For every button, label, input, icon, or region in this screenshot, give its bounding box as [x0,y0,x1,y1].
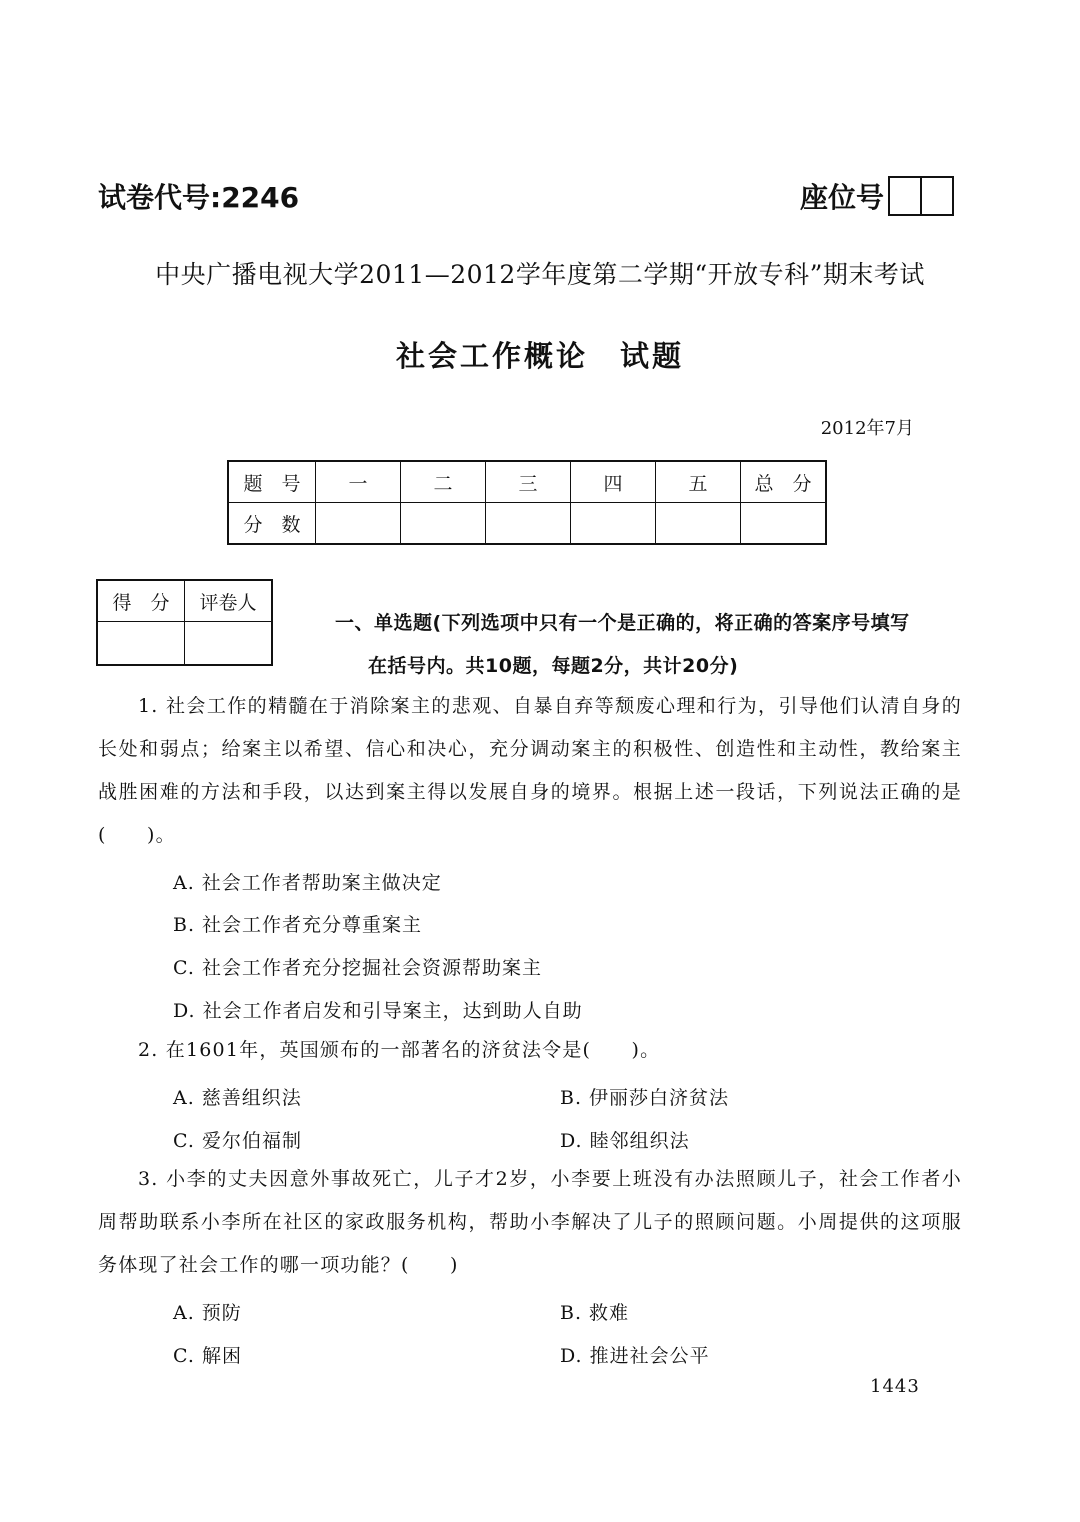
seat-number [800,176,954,216]
score-blank-cell [316,503,401,545]
score-blank-cell [741,503,827,545]
score-cell: 分 数 [228,503,316,545]
score-table-score-row [228,503,826,545]
score-cell: 一 [316,461,401,503]
exam-heading: 中央广播电视大学2011—2012学年度第二学期“开放专科”期末考试 [155,260,925,289]
question-1-option-b: B. 社会工作者充分尊重案主 [173,914,423,936]
question-text: 1. 社会工作的精髓在于消除案主的悲观、自暴自弃等颓废心理和行为，引导他们认清自身的长处和弱点；给案主以希望、信心和决心，充分调动案主的积极性、创造性和主动性，教给案主战胜困难的方法和手段，以达到案主得以发展自身的境界。根据上述一段话，下列说法正确的是( )。 [98,695,962,846]
paper-code: 试卷代号:2246 [98,181,300,214]
question-2-option-a: A. 慈善组织法 [173,1087,302,1109]
section-title: 一、单选题(下列选项中只有一个是正确的，将正确的答案序号填写 [335,612,910,634]
grader-table [96,579,273,666]
question-1-option-a: A. 社会工作者帮助案主做决定 [173,872,442,894]
question-3-option-a: A. 预防 [173,1302,242,1324]
question-3-option-c: C. 解困 [173,1345,242,1367]
seat-box [920,176,954,216]
exam-title: 社会工作概论 试题 [395,339,684,373]
score-cell: 五 [656,461,741,503]
question-1-stem [98,685,962,857]
score-blank-cell [401,503,486,545]
question-2-option-b: B. 伊丽莎白济贫法 [560,1087,730,1109]
question-2-option-c: C. 爱尔伯福制 [173,1130,302,1152]
seat-label: 座位号 [800,181,885,214]
score-cell: 二 [401,461,486,503]
question-text: 2. 在1601年，英国颁布的一部著名的济贫法令是( )。 [138,1039,661,1061]
score-blank-cell [571,503,656,545]
exam-date: 2012年7月 [820,418,914,439]
score-table-header-row [228,461,826,503]
score-cell: 总 分 [741,461,827,503]
grader-score-label: 得 分 [97,580,185,622]
score-blank-cell [656,503,741,545]
page-number: 1443 [870,1376,920,1397]
grader-blank-cell [185,622,273,666]
section-title-continued: 在括号内。共10题，每题2分，共计20分) [368,655,739,677]
question-3-option-b: B. 救难 [560,1302,630,1324]
score-cell: 三 [486,461,571,503]
question-2-stem [98,1029,962,1072]
score-blank-cell [486,503,571,545]
question-1-option-c: C. 社会工作者充分挖掘社会资源帮助案主 [173,957,542,979]
grader-blank-cell [97,622,185,666]
score-cell: 题 号 [228,461,316,503]
question-text: 3. 小李的丈夫因意外事故死亡，儿子才2岁，小李要上班没有办法照顾儿子，社会工作者小周帮助联系小李所在社区的家政服务机构，帮助小李解决了儿子的照顾问题。小周提供的这项服务体现了社会工作的哪一项功能？( ) [98,1168,962,1276]
score-cell: 四 [571,461,656,503]
question-3-stem [98,1158,962,1287]
score-table [227,460,827,545]
seat-box [888,176,922,216]
question-1-option-d: D. 社会工作者启发和引导案主，达到助人自助 [173,1000,583,1022]
question-2-option-d: D. 睦邻组织法 [560,1130,690,1152]
grader-label: 评卷人 [185,580,273,622]
question-3-option-d: D. 推进社会公平 [560,1345,710,1367]
